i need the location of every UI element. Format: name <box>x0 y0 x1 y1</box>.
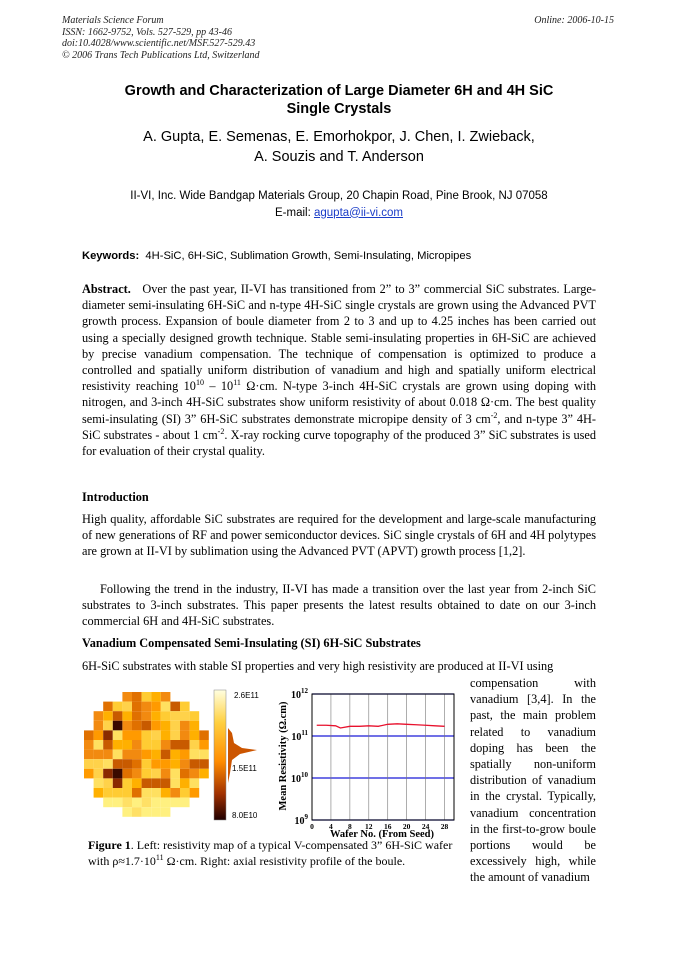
resistivity-map-figure <box>82 688 272 823</box>
map-cell <box>170 740 180 750</box>
map-cell <box>170 730 180 740</box>
title-line-1: Growth and Characterization of Large Diameter 6H and 4H SiC <box>124 83 554 99</box>
map-cell <box>199 740 209 750</box>
map-cell <box>180 798 190 808</box>
map-cell <box>94 769 104 779</box>
map-cell <box>113 730 123 740</box>
map-cell <box>94 788 104 798</box>
map-cell <box>151 702 161 712</box>
x-tick-label: 28 <box>440 822 449 831</box>
abstract-text-4: , and n-type 3” 4H-SiC substrates - about 1 cm <box>82 411 596 442</box>
map-cell <box>94 711 104 721</box>
authors-line-2: A. Souzis and T. Anderson <box>254 148 424 165</box>
authors <box>80 128 598 167</box>
intro-paragraph-1: High quality, affordable SiC substrates are required for the development and large-scale manufacturing of new generations of RF and power semiconductor devices. SiC single crystals of 6H and 4H polytypes are grown at II-VI by sublimation using the Advanced PVT (APVT) growth process [1,2]. <box>82 512 596 559</box>
abstract-sup-2: 11 <box>233 378 241 388</box>
map-cell <box>180 759 190 769</box>
chart-ylabel: Mean Resistivity (Ω.cm) <box>278 701 289 811</box>
x-tick-label: 12 <box>365 822 373 831</box>
x-tick-label: 20 <box>402 822 411 831</box>
map-cell <box>142 740 152 750</box>
map-cell <box>84 730 94 740</box>
map-cell <box>170 711 180 721</box>
map-cell <box>132 798 142 808</box>
paper-title <box>80 82 598 118</box>
map-cell <box>151 759 161 769</box>
map-cell <box>190 769 200 779</box>
plot-axes <box>291 687 454 831</box>
figure-caption-sup: 11 <box>155 852 164 862</box>
abstract-sup-1: 10 <box>195 378 204 388</box>
map-cell <box>199 730 209 740</box>
figure-caption <box>88 838 460 869</box>
map-cell <box>190 721 200 731</box>
map-cell <box>142 711 152 721</box>
y-tick-label: $10^{11}$ <box>291 729 308 743</box>
journal-doi: doi:10.4028/www.scientific.net/MSF.527-529.43 <box>62 38 256 49</box>
x-tick-label: 16 <box>383 822 392 831</box>
map-cell <box>190 750 200 760</box>
map-cell <box>113 788 123 798</box>
map-cell <box>170 778 180 788</box>
map-cell <box>161 721 171 731</box>
map-cell <box>161 702 171 712</box>
map-cell <box>84 750 94 760</box>
plot-grid <box>312 694 454 820</box>
map-cell <box>103 721 113 731</box>
map-cell <box>103 702 113 712</box>
abstract-sup-3: -2 <box>490 410 498 420</box>
map-cell <box>103 740 113 750</box>
map-cell <box>122 778 132 788</box>
section2-wrap-text: compensation with vanadium [3,4]. In the past, the main problem related to vanadium doping has been the spatially non-uniform distribution of vanadium in the crystal. Typically, vanadium concentration in the first-to-grow boule portions would be excessively high, while the amount of vanadium <box>470 676 596 885</box>
affiliation-block <box>80 188 598 221</box>
map-cell <box>132 692 142 702</box>
map-cell <box>151 788 161 798</box>
map-cell <box>142 750 152 760</box>
map-cell <box>94 721 104 731</box>
intro-heading: Introduction <box>82 490 149 504</box>
map-cell <box>180 730 190 740</box>
map-cell <box>180 740 190 750</box>
abstract-text-5: . X-ray rocking curve topography of the produced 3” SiC substrates is used for evaluation of their crystal quality. <box>82 427 596 459</box>
chart-xlabel: Wafer No. (From Seed) <box>329 829 435 840</box>
abstract-text-1: Over the past year, II-VI has transitioned from 2” to 3” commercial SiC substrates. Large-diameter semi-insulating 6H-SiC and n-type 4H-SiC single crystals are grown using the Advanced PVT growth process. Expansion of boule diameter from 2 to 3 and up to 4.25 inches has been carried out using a specially designed growth technique. Stable semi-insulating properties in 6H-SiC are achieved by precise vanadium compensation. The technique of compensation is optimized to produce a controlled and spatially uniform distribution of vanadium and high and spatially uniform electrical resistivity reaching 10 <box>82 282 596 394</box>
map-cell <box>113 711 123 721</box>
map-cell <box>151 692 161 702</box>
journal-name: Materials Science Forum <box>62 15 164 26</box>
axial-resistivity-chart <box>272 684 460 844</box>
map-cell <box>122 730 132 740</box>
map-cell <box>84 740 94 750</box>
map-cell <box>151 769 161 779</box>
map-cell <box>113 798 123 808</box>
keywords <box>82 250 471 262</box>
abstract-text-3: Ω·cm. N-type 3-inch 4H-SiC crystals are grown using doping with nitrogen, and 3-inch 4H-SiC substrates show uniform resistivity of about 0.018 Ω·cm. The best quality semi-insulating (SI) 3” 6H-SiC substrates demonstrate micropipe density of 3 cm <box>82 379 597 426</box>
map-cell <box>142 778 152 788</box>
figure-caption-text-1: . Left: resistivity map of a typical V-compensated 3” 6H-SiC wafer with ρ≈1.7·10 <box>88 838 453 868</box>
map-cell <box>132 750 142 760</box>
map-cell <box>103 798 113 808</box>
map-cell <box>122 769 132 779</box>
map-cell <box>132 702 142 712</box>
map-cell <box>161 788 171 798</box>
map-cell <box>161 692 171 702</box>
map-cell <box>142 692 152 702</box>
map-cell <box>113 759 123 769</box>
map-cell <box>142 788 152 798</box>
map-cell <box>190 788 200 798</box>
map-cell <box>151 711 161 721</box>
map-cell <box>94 778 104 788</box>
map-cell <box>161 711 171 721</box>
map-cell <box>142 702 152 712</box>
scale-label-low: 8.0E10 <box>232 811 258 820</box>
map-cell <box>84 759 94 769</box>
x-tick-label: 0 <box>310 822 314 831</box>
keywords-label: Keywords: <box>82 250 140 262</box>
map-cell <box>142 807 152 817</box>
map-cell <box>161 769 171 779</box>
abstract <box>82 281 596 459</box>
online-date: Online: 2006-10-15 <box>534 15 614 26</box>
map-cell <box>132 778 142 788</box>
map-cell <box>151 740 161 750</box>
map-cell <box>122 702 132 712</box>
map-cell <box>151 730 161 740</box>
map-cell <box>132 711 142 721</box>
y-tick-label: $10^9$ <box>294 813 308 827</box>
map-cell <box>142 798 152 808</box>
map-cell <box>113 750 123 760</box>
map-cell <box>170 721 180 731</box>
map-cell <box>151 721 161 731</box>
map-cell <box>170 798 180 808</box>
email-label: E-mail: <box>275 206 314 219</box>
map-cell <box>122 740 132 750</box>
map-cell <box>199 750 209 760</box>
map-cell <box>190 778 200 788</box>
resistivity-map <box>84 692 209 817</box>
scale-label-high: 2.6E11 <box>234 691 259 700</box>
map-cell <box>151 778 161 788</box>
journal-header <box>62 15 260 61</box>
map-cell <box>151 807 161 817</box>
map-cell <box>122 711 132 721</box>
map-cell <box>103 759 113 769</box>
email-link[interactable]: agupta@ii-vi.com <box>313 206 403 219</box>
map-cell <box>170 788 180 798</box>
color-scale-bar <box>214 690 226 820</box>
map-cell <box>180 750 190 760</box>
map-cell <box>190 759 200 769</box>
map-cell <box>161 750 171 760</box>
plot-frame <box>312 694 454 820</box>
affiliation: II-VI, Inc. Wide Bandgap Materials Group, 20 Chapin Road, Pine Brook, NJ 07058 <box>130 190 548 202</box>
map-cell <box>103 750 113 760</box>
map-cell <box>113 702 123 712</box>
y-tick-label: $10^{12}$ <box>291 687 308 701</box>
x-tick-label: 4 <box>329 822 333 831</box>
map-cell <box>103 711 113 721</box>
map-cell <box>161 740 171 750</box>
email-line <box>80 205 598 222</box>
map-cell <box>132 730 142 740</box>
authors-line-1: A. Gupta, E. Semenas, E. Emorhokpor, J. Chen, I. Zwieback, <box>143 129 535 145</box>
map-cell <box>161 730 171 740</box>
abstract-text-2: – 10 <box>203 379 234 394</box>
map-cell <box>103 769 113 779</box>
map-cell <box>94 730 104 740</box>
map-cell <box>94 750 104 760</box>
intro-paragraph-2: Following the trend in the industry, II-VI has made a transition over the last year from 2-inch SiC substrates to 3-inch substrates. This paper presents the latest results obtained to date on our 3-inch commercial 6H and 4H-SiC substrates. <box>82 582 596 629</box>
map-cell <box>132 769 142 779</box>
y-tick-label: $10^{10}$ <box>291 771 308 785</box>
map-cell <box>103 788 113 798</box>
map-cell <box>199 769 209 779</box>
map-cell <box>132 740 142 750</box>
figure-caption-label: Figure 1 <box>88 838 131 852</box>
map-cell <box>122 807 132 817</box>
map-cell <box>94 740 104 750</box>
map-cell <box>122 798 132 808</box>
map-cell <box>113 740 123 750</box>
map-cell <box>122 750 132 760</box>
map-cell <box>161 807 171 817</box>
figure-caption-text-2: Ω·cm. Right: axial resistivity profile of the boule. <box>163 853 406 868</box>
scale-label-mid: 1.5E11 <box>232 764 257 773</box>
map-cell <box>170 702 180 712</box>
map-cell <box>180 702 190 712</box>
map-cell <box>132 721 142 731</box>
map-cell <box>103 730 113 740</box>
journal-copyright: © 2006 Trans Tech Publications Ltd, Switzerland <box>62 49 260 61</box>
map-cell <box>132 788 142 798</box>
title-line-2: Single Crystals <box>286 101 392 117</box>
map-cell <box>161 778 171 788</box>
map-cell <box>132 807 142 817</box>
map-cell <box>170 769 180 779</box>
keywords-text: 4H-SiC, 6H-SiC, Sublimation Growth, Semi-Insulating, Micropipes <box>145 250 472 262</box>
map-cell <box>180 711 190 721</box>
map-cell <box>170 750 180 760</box>
x-tick-label: 24 <box>421 822 430 831</box>
map-cell <box>190 711 200 721</box>
abstract-label: Abstract. <box>82 282 131 296</box>
map-cell <box>113 778 123 788</box>
map-cell <box>142 759 152 769</box>
map-cell <box>180 769 190 779</box>
section-heading-vanadium: Vanadium Compensated Semi-Insulating (SI) 6H-SiC Substrates <box>82 636 421 650</box>
x-tick-label: 8 <box>347 822 352 831</box>
map-cell <box>122 721 132 731</box>
map-cell <box>190 730 200 740</box>
map-cell <box>170 759 180 769</box>
map-cell <box>199 759 209 769</box>
map-cell <box>180 778 190 788</box>
map-cell <box>190 740 200 750</box>
abstract-sup-4: -2 <box>217 426 225 436</box>
color-histogram <box>228 728 257 783</box>
map-cell <box>151 750 161 760</box>
map-cell <box>161 798 171 808</box>
map-cell <box>142 769 152 779</box>
map-cell <box>142 721 152 731</box>
map-cell <box>113 721 123 731</box>
map-cell <box>103 778 113 788</box>
section2-paragraph: 6H-SiC substrates with stable SI properties and very high resistivity are produced at II-VI using <box>82 659 554 673</box>
journal-issn: ISSN: 1662-9752, Vols. 527-529, pp 43-46 <box>62 26 232 38</box>
map-cell <box>84 769 94 779</box>
map-cell <box>122 759 132 769</box>
map-cell <box>113 769 123 779</box>
map-cell <box>122 788 132 798</box>
map-cell <box>132 759 142 769</box>
map-cell <box>142 730 152 740</box>
map-cell <box>180 788 190 798</box>
map-cell <box>180 721 190 731</box>
map-cell <box>151 798 161 808</box>
map-cell <box>122 692 132 702</box>
map-cell <box>161 759 171 769</box>
map-cell <box>94 759 104 769</box>
